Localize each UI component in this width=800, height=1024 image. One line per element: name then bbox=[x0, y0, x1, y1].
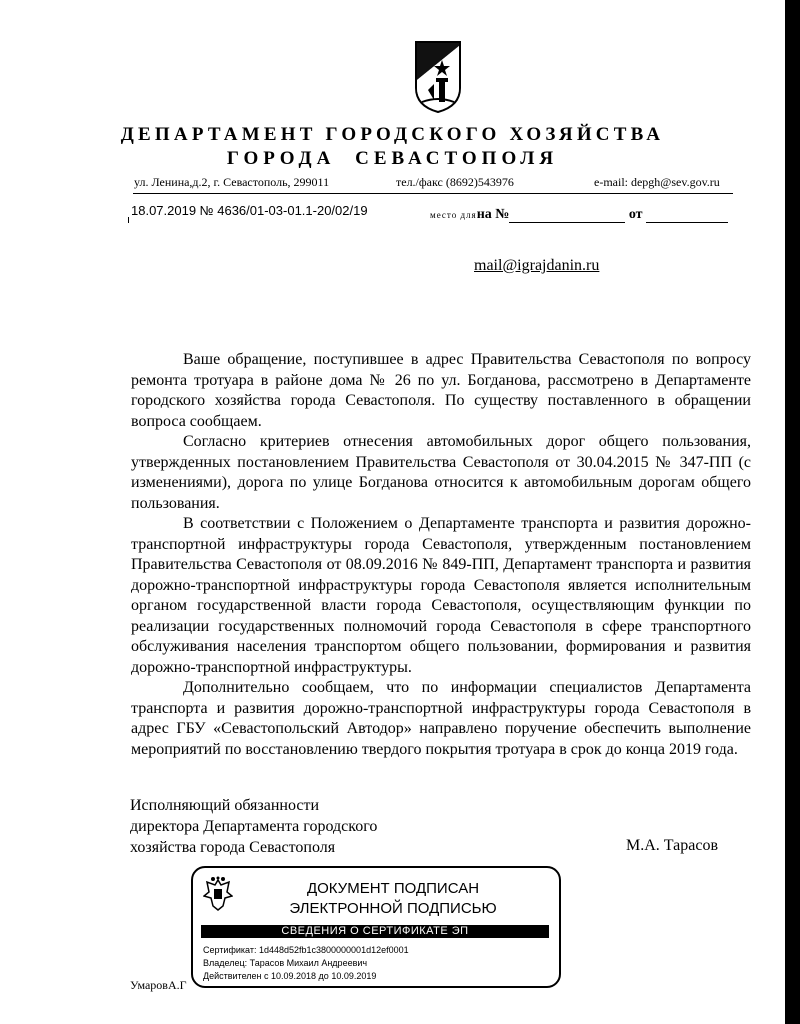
department-title-line1: ДЕПАРТАМЕНТ ГОРОДСКОГО ХОЗЯЙСТВА bbox=[120, 124, 665, 145]
body-paragraph: Ваше обращение, поступившее в адрес Правительства Севастополя по вопросу ремонта тротуара в районе дома № 26 по ул. Богданова, рассмотрено в Департаменте городского хозяйства города Севастополя. По существу поставленного в обращении вопроса сообщаем. bbox=[131, 351, 751, 430]
reference-prefix: место для bbox=[430, 210, 477, 220]
reference-number-blank bbox=[509, 208, 625, 223]
body-paragraph: Дополнительно сообщаем, что по информации специалистов Департамента транспорта и развития дорожно-транспортной инфраструктуры города Севастополя в адрес ГБУ «Севастопольский Автодор» направлено поручение обеспечить выполнение мероприятий по восстановлению твердого покрытия тротуара в срок до конца 2019 года. bbox=[131, 679, 751, 758]
header-divider bbox=[133, 193, 733, 194]
department-email: e-mail: depgh@sev.gov.ru bbox=[594, 175, 720, 189]
stamp-validity: Действителен с 10.09.2018 до 10.09.2019 bbox=[203, 971, 377, 981]
stamp-certificate-header: СВЕДЕНИЯ О СЕРТИФИКАТЕ ЭП bbox=[201, 925, 549, 938]
stamp-owner: Владелец: Тарасов Михаил Андреевич bbox=[203, 958, 368, 968]
electronic-signature-stamp bbox=[191, 866, 561, 988]
corner-mark bbox=[128, 217, 129, 223]
addressee-email: mail@igrajdanin.ru bbox=[474, 257, 600, 274]
department-address: ул. Ленина,д.2, г. Севастополь, 299011 bbox=[134, 175, 330, 189]
stamp-certificate-id: Сертификат: 1d448d52fb1c3800000001d12ef0001 bbox=[203, 945, 409, 955]
letter-body bbox=[131, 350, 751, 760]
body-paragraph: В соответствии с Положением о Департаменте транспорта и развития дорожно-транспортной инфраструктуры города Севастополя, утвержденным постановлением Правительства Севастополя от 08.09.2016 № 849-ПП, Департамент транспорта и развития дорожно-транспортной инфраструктуры города Севастополя является исполнительным органом государственной власти города Севастополя, осуществляющим функции по реализации государственных полномочий города Севастополя в сфере транспортного обслуживания населения транспортом общего пользовании, формирования и развития дорожно-транспортной инфраструктуры. bbox=[131, 515, 751, 676]
reference-date-label: от bbox=[628, 207, 643, 222]
signatory-name: М.А. Тарасов bbox=[626, 837, 719, 854]
registration-number-text: 18.07.2019 № 4636/01-03-01.1-20/02/19 bbox=[131, 203, 368, 218]
stamp-title-line1: ДОКУМЕНТ ПОДПИСАН bbox=[306, 880, 480, 897]
stamp-title-line2: ЭЛЕКТРОННОЙ ПОДПИСЬЮ bbox=[289, 900, 497, 917]
position-line: Исполняющий обязанности bbox=[130, 797, 320, 814]
department-phone: тел./факс (8692)543976 bbox=[396, 175, 514, 189]
reference-field bbox=[430, 207, 728, 223]
body-paragraph: Согласно критериев отнесения автомобильных дорог общего пользования, утвержденных постановлением Правительства Севастополя от 30.04.2015 № 347-ПП (с изменениями), дорога по улице Богданова относится к автомобильным дорогам общего пользования. bbox=[131, 433, 751, 512]
reference-number-label: на № bbox=[476, 207, 510, 222]
sevastopol-coat-of-arms-icon bbox=[414, 40, 462, 114]
department-title-line2: ГОРОДА СЕВАСТОПОЛЯ bbox=[226, 148, 559, 169]
position-line: хозяйства города Севастополя bbox=[130, 839, 336, 856]
executor-name: УмаровА.Г bbox=[130, 978, 187, 992]
registration-number bbox=[131, 203, 368, 218]
position-line: директора Департамента городского bbox=[130, 818, 378, 835]
russian-eagle-crest-icon bbox=[203, 876, 233, 912]
signatory-position bbox=[130, 795, 377, 858]
reference-date-blank bbox=[646, 208, 728, 223]
